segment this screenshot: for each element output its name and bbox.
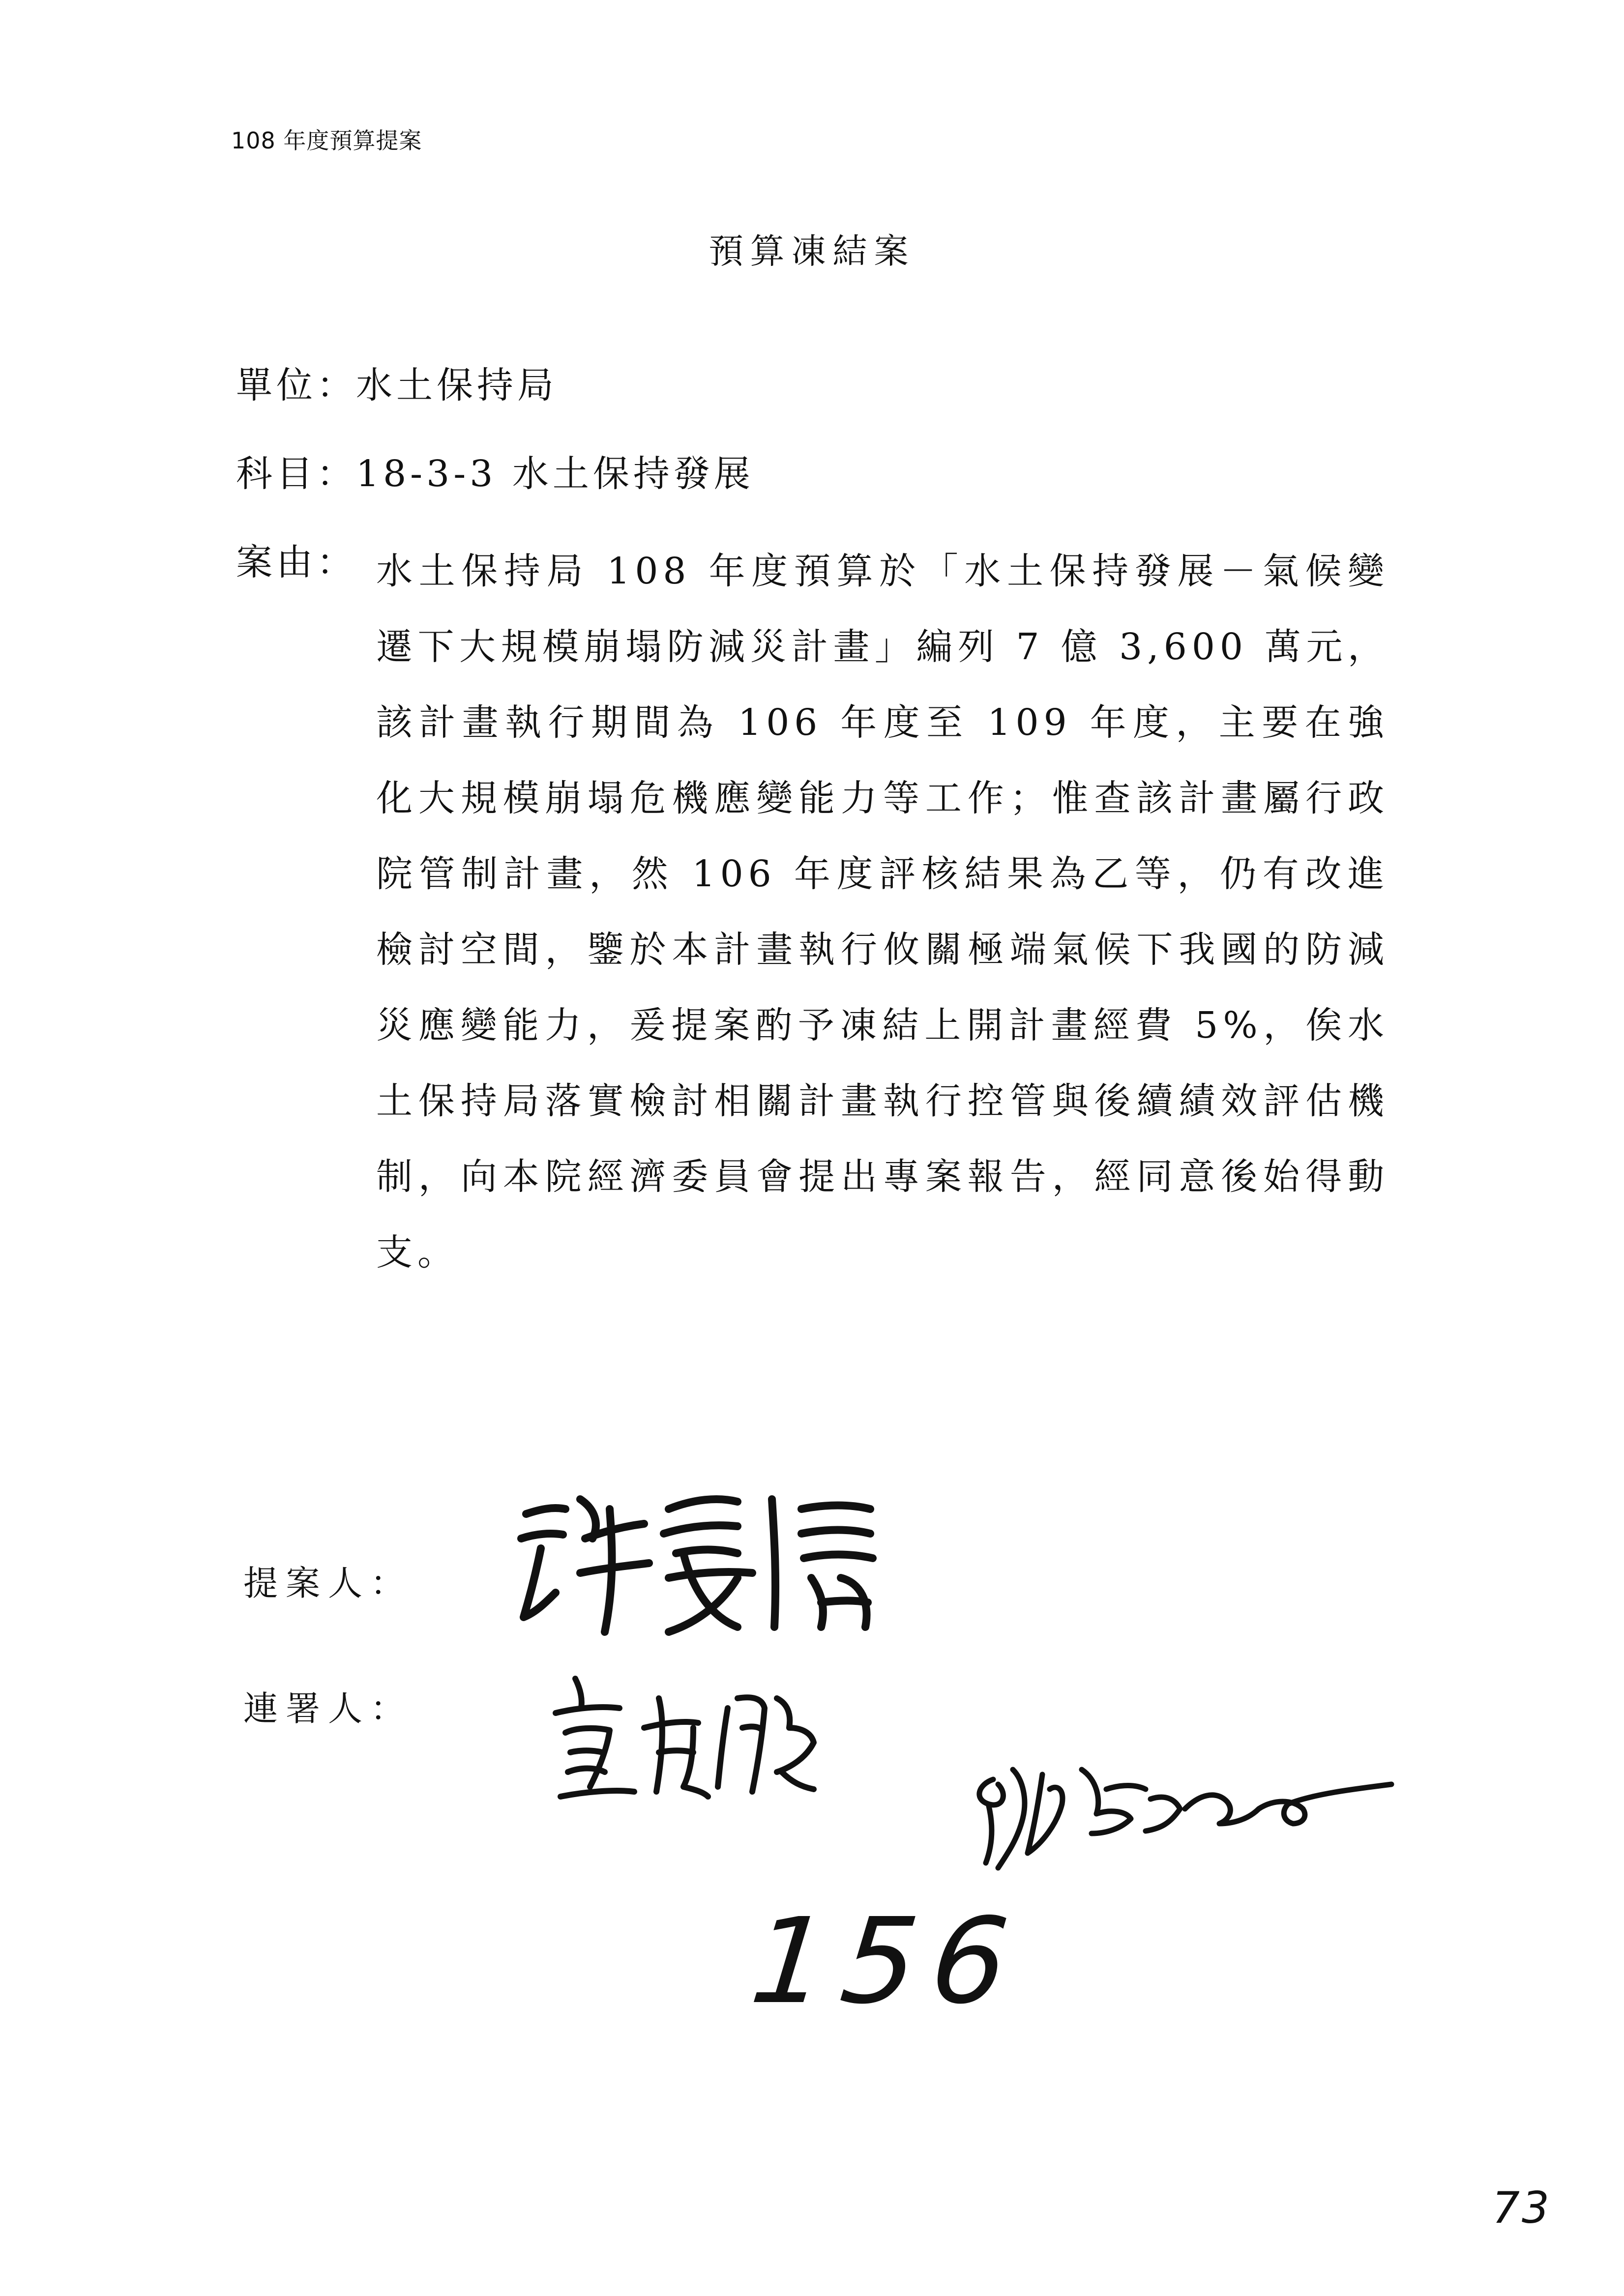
handwritten-corner-number: 73 (1492, 2182, 1551, 2233)
handwritten-page-number: 156 (745, 1892, 1029, 2030)
unit-value: 水土保持局 (356, 364, 558, 407)
unit-label: 單位 (236, 364, 317, 407)
subject-label: 科目 (236, 453, 317, 495)
reason-label-group (236, 533, 357, 585)
unit-colon: ： (317, 364, 357, 407)
unit-field (236, 356, 558, 408)
reason-label: 案由 (236, 541, 317, 583)
cosigner-signature-image-1 (546, 1669, 821, 1811)
proposer-signature-image (506, 1480, 910, 1642)
subject-field (236, 445, 754, 497)
header-tag: 108 年度預算提案 (231, 127, 422, 154)
subject-value: 18-3-3 水土保持發展 (356, 453, 754, 495)
reason-text: 水土保持局 108 年度預算於「水土保持發展－氣候變遷下大規模崩塌防減災計畫」編列 7 億 3,600 萬元，該計畫執行期間為 106 年度至 109 年度，主要在強化大規模崩塌危機應變能力等工作；惟查該計畫屬行政院管制計畫，然 106 年度評核結果為乙等，仍有改進檢討空間，鑒於本計畫執行攸關極端氣候下我國的防減災應變能力，爰提案酌予凍結上開計畫經費 5%，俟水土保持局落實檢討相關計畫執行控管與後續績效評估機制，向本院經濟委員會提出專案報告，經同意後始得動支。 (376, 550, 1389, 1274)
cosigner-label: 連署人： (243, 1688, 413, 1729)
proposer-label: 提案人： (243, 1563, 413, 1603)
reason-colon: ： (317, 541, 357, 583)
document-title: 預算凍結案 (709, 231, 915, 271)
subject-colon: ： (317, 453, 357, 495)
cosigner-signature-image-2 (959, 1750, 1401, 1878)
